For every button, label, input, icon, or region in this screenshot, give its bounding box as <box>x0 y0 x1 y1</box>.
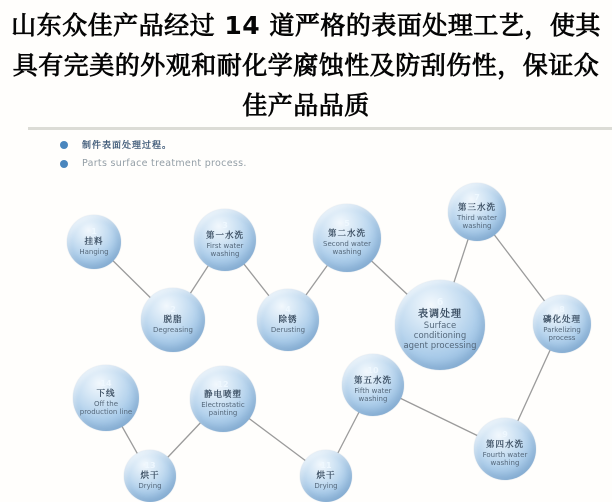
process-node-13 <box>124 450 176 502</box>
step-label-en: Derusting <box>270 326 306 335</box>
step-number: 13 <box>144 460 156 470</box>
step-label-en: Drying <box>314 482 338 491</box>
step-label-zh: 第五水洗 <box>353 375 392 386</box>
step-label-zh: 下线 <box>96 388 116 399</box>
process-node-11 <box>300 450 352 502</box>
step-label-en: Third water washing <box>456 214 498 231</box>
step-label-zh: 脱脂 <box>163 314 183 325</box>
diagram-legend <box>60 138 247 176</box>
process-node-14 <box>73 365 139 431</box>
step-number: 2 <box>170 304 176 314</box>
step-label-zh: 磷化处理 <box>542 314 581 325</box>
step-label-en: Off the production line <box>79 400 133 417</box>
legend-label: Parts surface treatment process. <box>82 158 247 169</box>
page-title-line: 佳产品品质 <box>242 91 370 120</box>
process-node-10 <box>342 354 404 416</box>
step-label-zh: 第二水洗 <box>327 228 366 239</box>
step-number: 9 <box>502 429 508 439</box>
step-number: 6 <box>436 297 444 309</box>
step-label-en: Parkelizing process <box>543 326 581 343</box>
process-node-7 <box>448 183 506 241</box>
step-number: 7 <box>474 192 480 202</box>
step-number: 10 <box>367 365 379 375</box>
step-number: 5 <box>344 218 350 228</box>
step-label-en: First water washing <box>206 242 244 259</box>
step-number: 14 <box>100 378 112 388</box>
step-number: 8 <box>559 304 565 314</box>
step-label-zh: 烘干 <box>316 470 336 481</box>
legend-item-chinese <box>60 138 247 151</box>
step-number: 3 <box>222 220 228 230</box>
step-label-en: Second water washing <box>323 240 371 257</box>
step-number: 11 <box>320 460 332 470</box>
step-label-zh: 第三水洗 <box>457 202 496 213</box>
process-node-4 <box>257 289 319 351</box>
step-label-en: Electrostatic painting <box>201 401 245 418</box>
process-node-8 <box>533 295 591 353</box>
step-label-en: Hanging <box>79 248 109 257</box>
process-node-5 <box>313 204 381 272</box>
legend-bullet-icon <box>60 141 68 149</box>
page-title-line: 山东众佳产品经过 14 道严格的表面处理工艺，使其 <box>11 11 601 40</box>
step-label-en: Fourth water washing <box>482 451 528 468</box>
process-node-12 <box>190 366 256 432</box>
legend-item-english <box>60 158 247 169</box>
process-node-1 <box>67 215 121 269</box>
process-node-6 <box>395 280 485 370</box>
step-number: 4 <box>285 304 291 314</box>
step-label-en: Drying <box>138 482 162 491</box>
step-number: 1 <box>91 226 97 236</box>
step-label-zh: 第四水洗 <box>485 439 524 450</box>
step-label-en: Fifth water washing <box>354 387 392 404</box>
legend-label: 制件表面处理过程。 <box>82 141 173 151</box>
step-label-zh: 静电喷塑 <box>203 389 242 400</box>
step-label-en: Degreasing <box>153 326 193 335</box>
step-label-zh: 挂料 <box>84 236 104 247</box>
process-node-9 <box>474 418 536 480</box>
step-label-zh: 烘干 <box>140 470 160 481</box>
process-node-3 <box>194 209 256 271</box>
page-title-line: 具有完美的外观和耐化学腐蚀性及防刮伤性，保证众 <box>12 51 600 80</box>
step-number: 12 <box>217 379 229 389</box>
legend-bullet-icon <box>60 160 68 168</box>
step-label-zh: 第一水洗 <box>205 230 244 241</box>
process-node-2 <box>141 288 205 352</box>
step-label-zh: 除锈 <box>278 314 298 325</box>
step-label-zh: 表调处理 <box>418 308 462 320</box>
step-label-en: Surface conditioning agent processing <box>403 321 477 351</box>
